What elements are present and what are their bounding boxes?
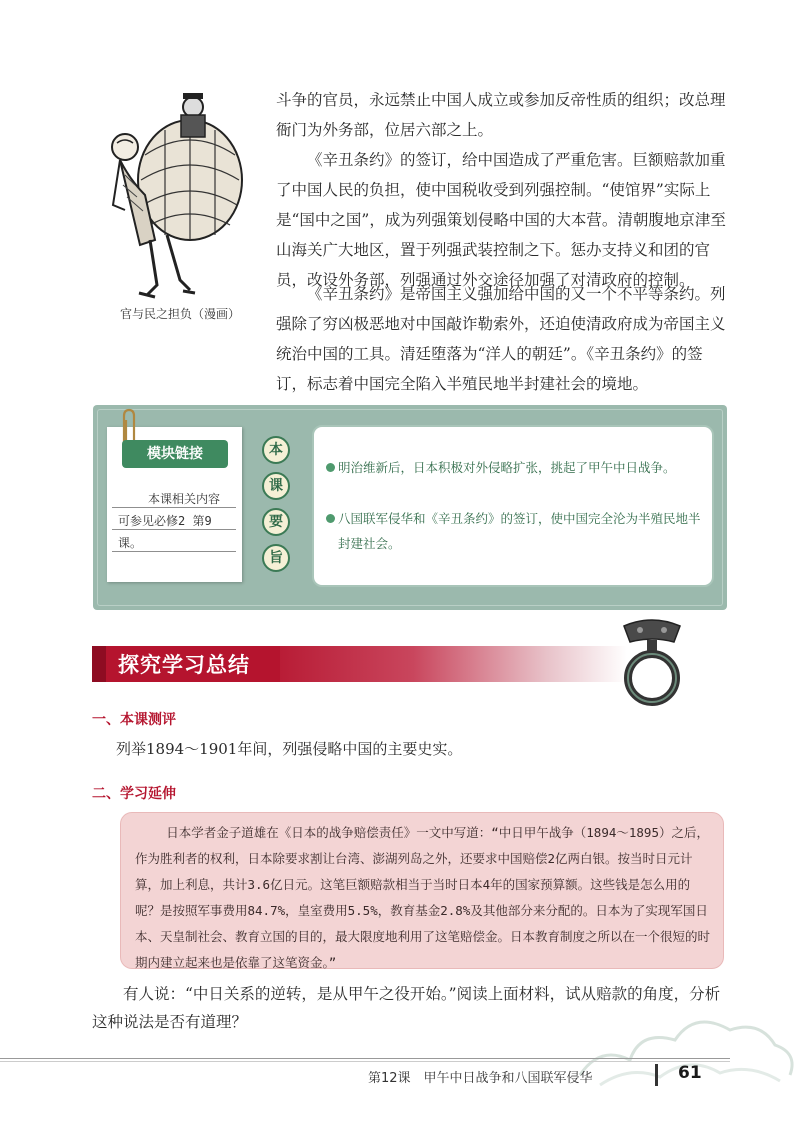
footer-rule-2 <box>0 1061 730 1062</box>
paragraph-2: 《辛丑条约》的签订，给中国造成了严重危害。巨额赔款加重了中国人民的负担，使中国税收受到列强控制。“使馆界”实际上是“国中之国”，成为列强策划侵略中国的大本营。清朝腹地京津至山海关广大地区，置于列强武装控制之下。惩办支持义和团的官员，改设外务部，列强通过外交途径加强了对清政府的控制。 <box>276 151 726 289</box>
summary-label-char-4: 旨 <box>262 544 290 572</box>
footer-separator <box>655 1064 658 1086</box>
note-rule-1 <box>112 507 236 508</box>
bullet-icon <box>326 514 335 523</box>
quote-text: 日本学者金子道雄在《日本的战争赔偿责任》一文中写道：“中日甲午战争（1894～1895）之后，作为胜利者的权利，日本除要求割让台湾、澎湖列岛之外，还要求中国赔偿2亿两白银。按当时日元计算，加上利息，共计3.6亿日元。这笔巨额赔款相当于当时日本4年的国家预算额。这些钱是怎么用的呢？是按照军事费用84.7%，皇室费用5.5%，教育基金2.8%及其他部分来分配的。日本为了实现军国日本、天皇制社会、教育立国的目的，最大限度地利用了这笔赔偿金。日本教育制度之所以在一个很短的时期内建立起来也是依靠了这笔资金。” <box>135 825 711 970</box>
cloud-decoration-icon <box>560 985 800 1105</box>
question-text: 有人说：“中日关系的逆转，是从甲午之役开始。”阅读上面材料，试从赔款的角度，分析这种说法是否有道理？ <box>92 985 721 1031</box>
summary-label-char-2: 课 <box>262 472 290 500</box>
part1-text: 列举1894～1901年间，列强侵略中国的主要史实。 <box>116 740 463 758</box>
page-number: 61 <box>678 1063 702 1083</box>
section-header <box>92 646 627 682</box>
paragraph-3: 《辛丑条约》是帝国主义强加给中国的又一个不平等条约。列强除了穷凶极恶地对中国敲诈勒索外，还迫使清政府成为帝国主义统治中国的工具。清廷堕落为“洋人的朝廷”。《辛丑条约》的签订，标志着中国完全陷入半殖民地半封建社会的境地。 <box>276 285 726 393</box>
module-link-line1: 本课相关内容 <box>148 492 221 506</box>
door-knocker-ring-icon <box>612 612 692 712</box>
footer-lesson-title: 第12课 甲午中日战争和八国联军侵华 <box>368 1071 593 1086</box>
section-header-square <box>92 646 106 682</box>
summary-point-2: 八国联军侵华和《辛丑条约》的签订，使中国完全沦为半殖民地半封建社会。 <box>338 511 701 551</box>
module-link-line3: 课。 <box>118 536 143 550</box>
cartoon-illustration <box>95 85 265 305</box>
summary-label-char-3: 要 <box>262 508 290 536</box>
summary-point-1: 明治维新后，日本积极对外侵略扩张，挑起了甲午中日战争。 <box>338 460 676 475</box>
top-text-block <box>276 85 726 295</box>
summary-label-char-1: 本 <box>262 436 290 464</box>
figure-caption: 官与民之担负（漫画） <box>119 307 240 321</box>
bullet-icon <box>326 463 335 472</box>
module-link-tag: 模块链接 <box>122 440 228 468</box>
part1-heading: 一、本课测评 <box>92 712 176 728</box>
note-rule-3 <box>112 551 236 552</box>
module-link-line2: 可参见必修2 第9 <box>118 514 212 528</box>
paragraph-1: 斗争的官员，永远禁止中国人成立或参加反帝性质的组织；改总理衙门为外务部，位居六部之上。 <box>276 91 726 139</box>
footer-rule <box>0 1058 730 1059</box>
note-rule-2 <box>112 529 236 530</box>
section-title: 探究学习总结 <box>118 653 250 677</box>
part2-heading: 二、学习延伸 <box>92 786 176 802</box>
